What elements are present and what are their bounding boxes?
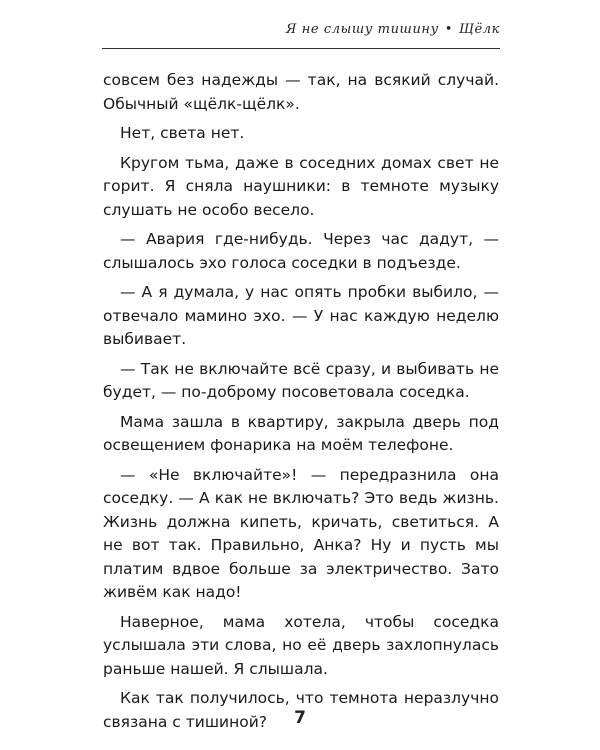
body-text (103, 69, 499, 740)
chapter-title: Щёлк (459, 22, 500, 37)
book-title: Я не слышу тишину (285, 22, 439, 37)
paragraph: — Авария где-нибудь. Через час дадут, — слышалось эхо голоса соседки в подъезде. (103, 230, 499, 272)
header-separator: • (444, 22, 454, 37)
paragraph: Наверное, мама хотела, чтобы соседка услышала эти слова, но её дверь захлопнулась раньше нашей. Я слышала. (103, 612, 499, 678)
running-head (286, 22, 500, 37)
paragraph: — Так не включайте всё сразу, и выбивать не будет, — по-доброму посоветовала соседка. (103, 359, 499, 401)
paragraph: Нет, света нет. (120, 124, 245, 142)
paragraph: Мама зашла в квартиру, закрыла дверь под освещением фонарика на моём телефоне. (103, 412, 499, 454)
paragraph: Кругом тьма, даже в соседних домах свет не горит. Я сняла наушники: в темноте музыку слушать не особо весело. (103, 153, 499, 219)
paragraph: — А я думала, у нас опять пробки выбило, — отвечало мамино эхо. — У нас каждую неделю выбивает. (103, 283, 499, 348)
paragraph: совсем без надежды — так, на всякий случай. Обычный «щёлк-щёлк». (103, 71, 499, 113)
paragraph: Как так получилось, что темнота неразлучно связана с тишиной? (103, 689, 499, 731)
header-rule (102, 48, 500, 49)
paragraph: — «Не включайте»! — передразнила она соседку. — А как не включать? Это ведь жизнь. Жизнь должна кипеть, кричать, светиться. А не вот так. Правильно, Анка? Ну и пусть мы платим вдвое больше за электричество. Зато живём как надо! (103, 465, 499, 601)
page-number: 7 (294, 708, 306, 728)
